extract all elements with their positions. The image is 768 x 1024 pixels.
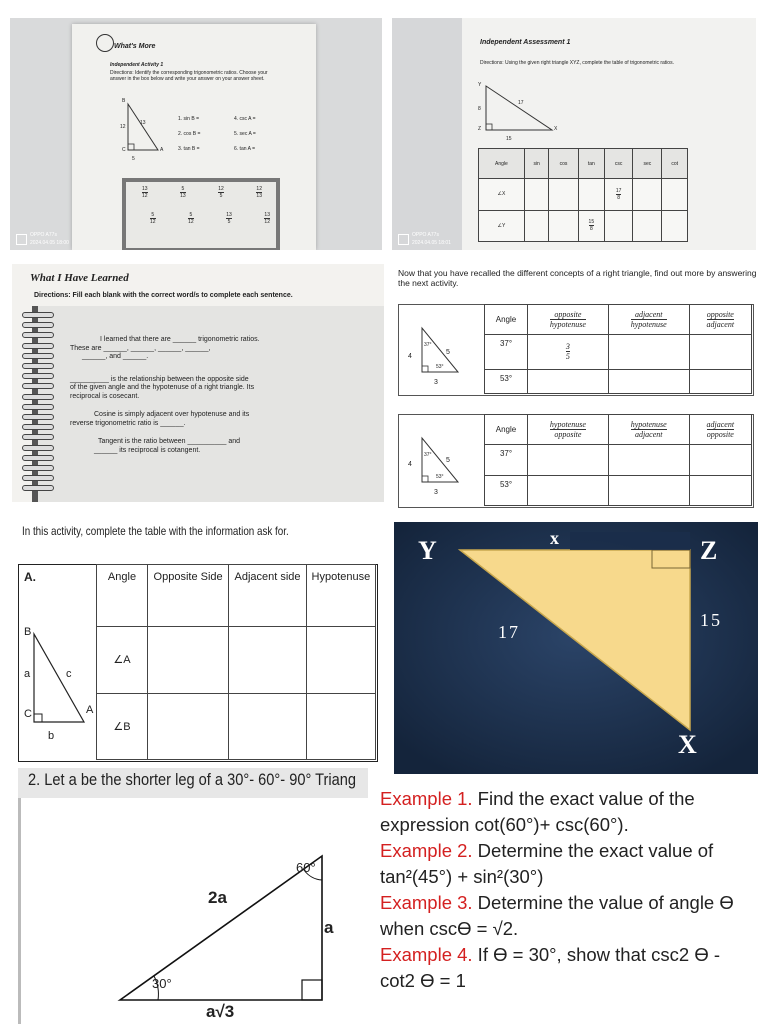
spiral-ring — [22, 475, 54, 481]
p3-line-4: __________ is the relationship between the opposite side — [70, 375, 249, 383]
example-2-text: Determine the exact value of tan²(45°) + sin²(30°) — [380, 840, 714, 887]
spiral-ring — [22, 455, 54, 461]
p4-table-2: Angle $\frac{\text{hypotenuse}}{\text{opposite}}$ $\frac{\text{hypotenuse}}{\text{adjacent}}$ $\frac{\text{adjacent}}{\text{opposite}}$ 37° 53° — [484, 414, 752, 506]
p1-label-c: C — [122, 147, 126, 153]
photo-whats-more — [10, 18, 382, 250]
p4-t1-row-53: 53° — [485, 369, 528, 393]
p1-watermark: OPPO A77s — [30, 232, 57, 238]
p2-row-x: ∠X — [479, 179, 525, 211]
p4-t2-s3: 3 — [434, 489, 438, 496]
p1-label-b: B — [122, 98, 126, 104]
choice-row-top: $\frac{13}{12}$ $\frac{5}{13}$ $\frac{12}{5}$ $\frac{12}{13}$ — [142, 186, 262, 199]
p2-col-cos: cos — [549, 149, 578, 179]
xyz-triangle-slide — [394, 522, 758, 774]
photo-independent-assessment — [392, 18, 756, 250]
p4-triangle-1 — [414, 324, 464, 384]
p2-tan-y: $\frac{15}{8}$ — [578, 210, 604, 242]
p5-title: In this activity, complete the table with the information ask for. — [22, 524, 289, 538]
p6-label-y: Y — [418, 536, 437, 565]
p5-table — [96, 564, 376, 760]
p5-col-hypotenuse: Hypotenuse — [306, 565, 375, 627]
p1-triangle — [118, 100, 178, 160]
p2-col-cot: cot — [662, 149, 688, 179]
p1-item-2: 2. cos B = — [178, 131, 201, 137]
p6-side-17: 17 — [498, 622, 520, 642]
example-1-label: Example 1. — [380, 788, 473, 809]
p6-side-15: 15 — [700, 610, 722, 630]
watermark-logo-icon — [16, 234, 27, 245]
p5-tri-b: B — [24, 626, 32, 638]
choice-row-bottom: $\frac{5}{12}$ $\frac{5}{12}$ $\frac{13}{5}$ $\frac{13}{12}$ — [150, 212, 270, 225]
p4-t1-a37: 37° — [424, 342, 432, 348]
p1-timestamp: 2024.04.05 18:00 — [30, 240, 69, 246]
p1-header: What's More — [114, 43, 156, 50]
p3-line-7: Cosine is simply adjacent over hypotenuse and its — [94, 411, 250, 418]
p7-title: 2. Let a be the shorter leg of a 30°- 60°- 90° Triang — [28, 770, 357, 789]
spiral-ring — [22, 353, 54, 359]
p2-col-angle: Angle — [479, 149, 525, 179]
examples-list — [380, 786, 756, 994]
spiral-ring — [22, 424, 54, 430]
p6-label-x: X — [678, 730, 697, 759]
p3-line-3: ______, and ______. — [82, 353, 149, 360]
p5-col-adjacent: Adjacent side — [229, 565, 307, 627]
p7-hyp-2a: 2a — [208, 888, 227, 907]
p2-label-x: X — [554, 126, 558, 132]
p1-activity: Independent Activity 1 — [110, 62, 164, 68]
p1-side-13: 13 — [140, 120, 146, 126]
watermark-logo-icon — [398, 234, 409, 245]
p4-t1-s3: 3 — [434, 379, 438, 386]
p7-angle-30: 30° — [152, 976, 172, 991]
p3-line-1: I learned that there are ______ trigonometric ratios. — [100, 336, 260, 343]
spiral-ring — [22, 312, 54, 318]
p1-side-12: 12 — [120, 124, 126, 130]
p2-triangle — [476, 80, 566, 140]
p4-t1-s4: 4 — [408, 353, 412, 360]
p6-label-x-top: x — [550, 528, 559, 548]
p5-side-c: c — [66, 668, 72, 680]
p3-directions: Directions: Fill each blank with the correct word/s to complete each sentence. — [34, 292, 293, 299]
spiral-ring — [22, 445, 54, 451]
p3-line-8: reverse trigonometric ratio is ______. — [70, 419, 186, 427]
p5-row-a: ∠A — [97, 627, 148, 694]
spiral-ring — [22, 322, 54, 328]
p2-row-y: ∠Y — [479, 210, 525, 242]
spiral-ring — [22, 394, 54, 400]
p4-t2-row-37: 37° — [485, 445, 528, 476]
p4-t2-a37: 37° — [424, 452, 432, 458]
example-2 — [380, 838, 756, 890]
p5-col-angle: Angle — [97, 565, 148, 627]
p4-t2-a53: 53° — [436, 474, 444, 480]
p7-angle-60: 60° — [296, 860, 316, 875]
p4-t1-a53: 53° — [436, 364, 444, 370]
p4-t2-row-53: 53° — [485, 475, 528, 506]
spiral-ring — [22, 363, 54, 369]
p2-side-15: 15 — [506, 136, 512, 142]
p2-title: Independent Assessment 1 — [480, 39, 571, 46]
p2-col-csc: csc — [605, 149, 633, 179]
p2-timestamp: 2024.04.05 18:01 — [412, 240, 451, 246]
p3-line-10: ______ its reciprocal is cotangent. — [94, 446, 201, 454]
spiral-ring — [22, 465, 54, 471]
p4-triangle-2 — [414, 434, 464, 494]
p6-label-z: Z — [700, 536, 718, 565]
p2-directions: Directions: Using the given right triangle XYZ, complete the table of trigonometric ratios. — [480, 60, 674, 66]
p5-col-opposite: Opposite Side — [148, 565, 229, 627]
p7-base: a√3 — [206, 1002, 235, 1021]
p4-t1-row-37: 37° — [485, 335, 528, 370]
p5-row-b: ∠B — [97, 693, 148, 760]
p4-t1-answer: $\frac{3}{5}$ — [528, 335, 609, 370]
example-1 — [380, 786, 756, 838]
photo-what-i-have-learned — [12, 264, 384, 502]
special-triangle — [18, 768, 368, 1024]
p4-table-1: Angle $\frac{\text{opposite}}{\text{hypotenuse}}$ $\frac{\text{adjacent}}{\text{hypotenuse}}$ $\frac{\text{opposite}}{\text{adjacent}}$ 37° $\frac{3}{5}$ 53° — [484, 304, 752, 394]
p5-label-a: A. — [24, 570, 36, 584]
p4-t2-s4: 4 — [408, 461, 412, 468]
spiral-ring — [22, 414, 54, 420]
example-4 — [380, 942, 756, 994]
p2-col-sin: sin — [524, 149, 549, 179]
p1-directions: Directions: Identify the corresponding trigonometric ratios. Choose your answer in the box below and write your answer on your answer sheet. — [110, 70, 268, 82]
example-2-label: Example 2. — [380, 840, 473, 861]
p5-side-a: a — [24, 668, 31, 680]
spiral-ring — [22, 485, 54, 491]
p5-tri-a: A — [86, 704, 94, 716]
header-icon — [96, 34, 114, 52]
spiral-ring — [22, 373, 54, 379]
spiral-ring — [22, 332, 54, 338]
p1-label-a: A — [160, 147, 164, 153]
p4-t1-col-angle: Angle — [485, 305, 528, 335]
p2-watermark: OPPO A77s — [412, 232, 439, 238]
p3-line-5: of the given angle and the hypotenuse of a right triangle. Its — [70, 384, 255, 391]
example-4-text: If ϴ = 30°, show that csc2 ϴ - cot2 ϴ = 1 — [380, 944, 721, 991]
p3-line-6: reciprocal is cosecant. — [70, 392, 140, 400]
spiral-ring — [22, 383, 54, 389]
example-3-text: Determine the value of angle ϴ when cscϴ = √2. — [380, 892, 734, 939]
example-1-text: Find the exact value of the expression cot(60°)+ csc(60°). — [380, 788, 695, 835]
p5-side-b: b — [48, 730, 55, 742]
p7-left-rule — [18, 798, 21, 1024]
example-3 — [380, 890, 756, 942]
p3-line-9: Tangent is the ratio between __________ and — [98, 438, 241, 445]
ratio-activity — [394, 264, 762, 512]
side-table-activity — [10, 518, 382, 768]
p2-side-17: 17 — [518, 100, 524, 106]
p5-triangle — [26, 628, 90, 728]
p4-t2-s5: 5 — [446, 457, 450, 464]
p4-t1-s5: 5 — [446, 349, 450, 356]
example-3-label: Example 3. — [380, 892, 473, 913]
p2-col-tan: tan — [578, 149, 604, 179]
p7-leg-a: a — [324, 918, 334, 937]
p3-line-2: These are ______, ______, ______, ______, — [70, 344, 211, 352]
p2-ratio-table — [478, 148, 688, 242]
spiral-ring — [22, 404, 54, 410]
p4-intro: Now that you have recalled the different concepts of a right triangle, find out more by answering the next activity. — [398, 268, 757, 288]
p1-item-4: 4. csc A = — [234, 116, 256, 122]
p3-title: What I Have Learned — [30, 272, 129, 284]
spiral-ring — [22, 343, 54, 349]
p2-label-y: Y — [478, 82, 482, 88]
p1-item-1: 1. sin B = — [178, 116, 199, 122]
p3-text — [70, 336, 370, 455]
p5-tri-c: C — [24, 708, 32, 720]
p2-csc-x: $\frac{17}{8}$ — [605, 179, 633, 211]
p1-item-6: 6. tan A = — [234, 146, 255, 152]
spiral-ring — [22, 434, 54, 440]
p2-side-8: 8 — [478, 106, 481, 112]
p2-col-sec: sec — [633, 149, 662, 179]
p1-item-5: 5. sec A = — [234, 131, 256, 137]
example-4-label: Example 4. — [380, 944, 473, 965]
notebook-spiral — [14, 312, 54, 498]
p4-t2-col-angle: Angle — [485, 415, 528, 445]
p1-item-3: 3. tan B = — [178, 146, 200, 152]
p1-side-5: 5 — [132, 156, 135, 162]
p2-label-z: Z — [478, 126, 482, 132]
